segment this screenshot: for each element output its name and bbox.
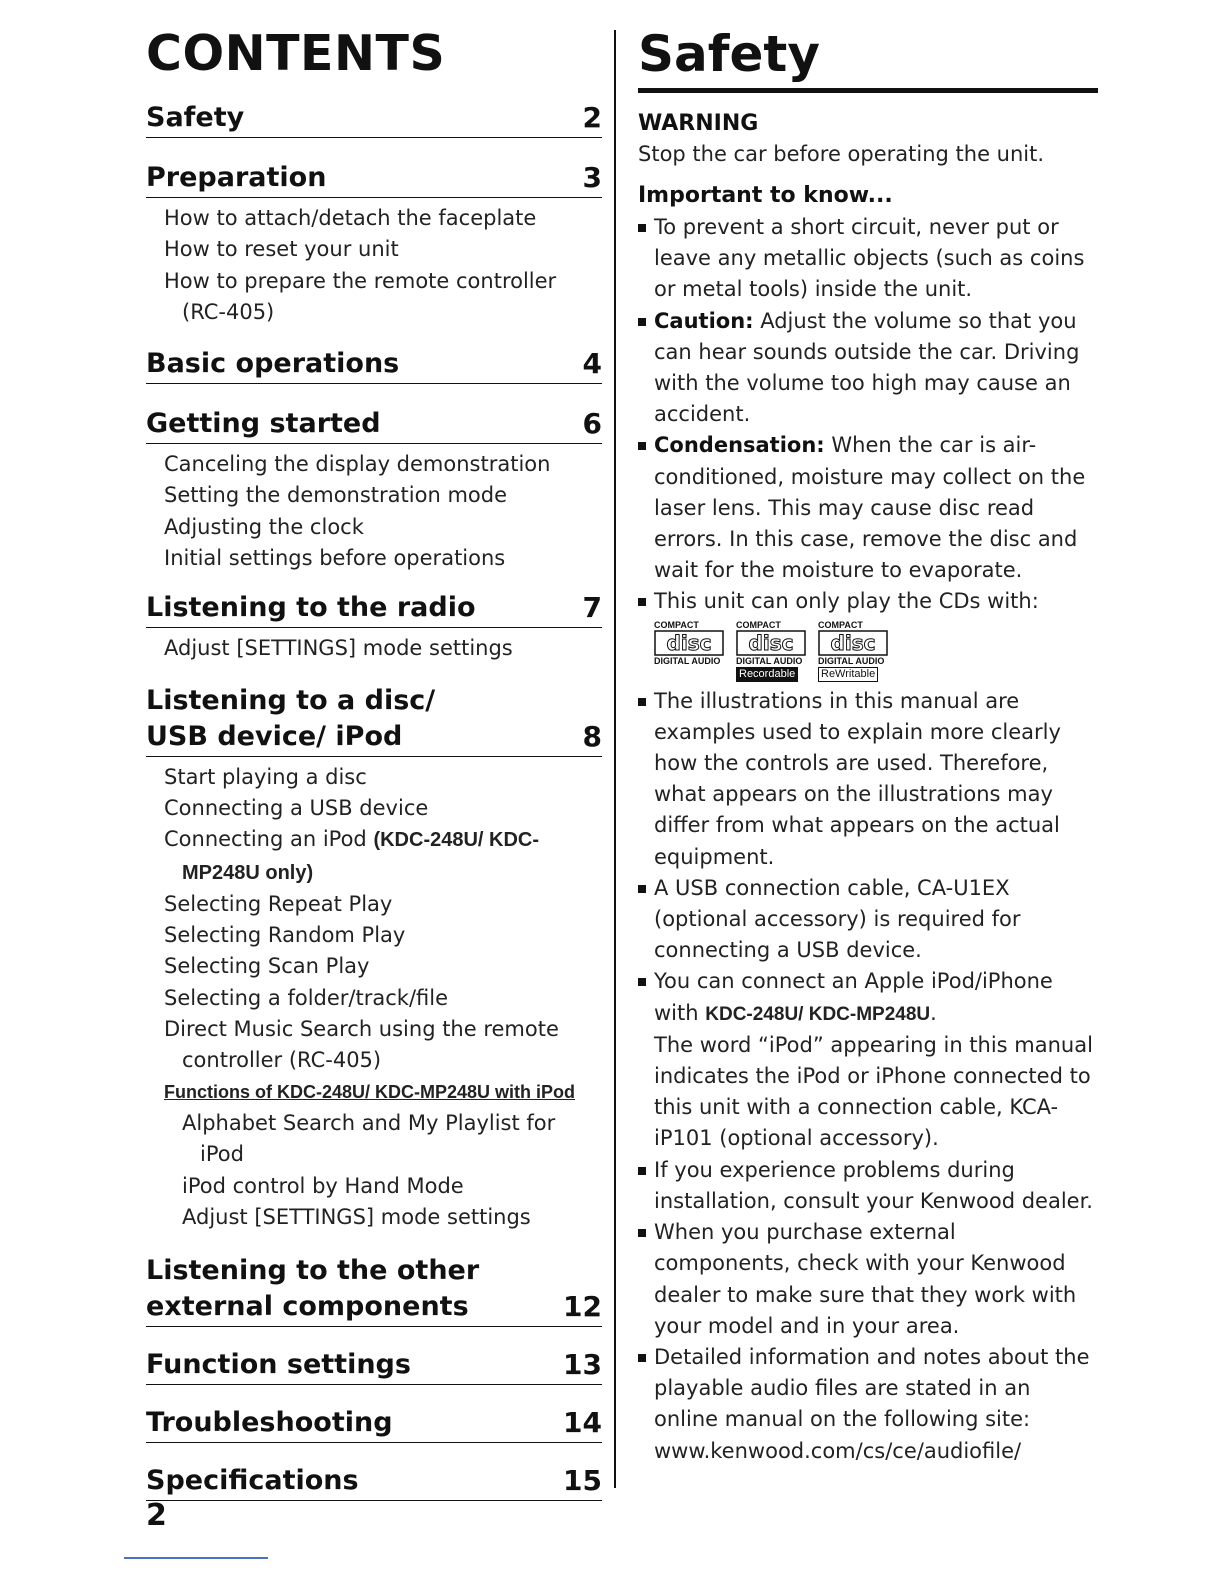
bullet-square-icon <box>638 1229 646 1237</box>
toc-subitem[interactable]: How to attach/detach the faceplate <box>164 206 537 230</box>
toc-subitem[interactable]: Adjust [SETTINGS] mode settings <box>164 636 513 661</box>
condensation-label: Condensation: <box>654 433 825 458</box>
disc-logo-icon <box>654 630 724 656</box>
bullet-text: Detailed information and notes about the playable audio files are stated in an online manual on the following site: www.kenwood.com/cs/ce/audiofile/ <box>654 1344 1090 1463</box>
list-item <box>638 306 1098 431</box>
toc-subitem[interactable]: Selecting Scan Play <box>164 954 370 979</box>
toc-entry-page: 2 <box>582 101 602 134</box>
bullet-square-icon <box>638 1354 646 1362</box>
toc-entry-title: Preparation <box>146 162 327 193</box>
toc-entry[interactable] <box>146 160 602 198</box>
cd-logos <box>638 620 1098 682</box>
toc-section-external <box>146 1253 602 1327</box>
list-item <box>638 1342 1098 1467</box>
bullet-text: You can connect an Apple iPod/iPhone with <box>654 969 1053 1025</box>
cd-logo-bottom: DIGITAL AUDIO <box>654 655 721 666</box>
disc-logo-word: disc <box>666 630 712 655</box>
bullet-square-icon <box>638 885 646 893</box>
caution-label: Caution: <box>654 308 754 333</box>
toc-entry-page: 12 <box>563 1290 602 1324</box>
cd-logo-extra: ReWritable <box>818 667 878 682</box>
toc-subitem[interactable]: Connecting a USB device <box>164 795 429 820</box>
toc-entry-title: Basic operations <box>146 348 400 380</box>
footer-line <box>124 1557 268 1559</box>
warning-label: WARNING <box>638 111 759 136</box>
toc-entry-title: Listening to the other external components <box>146 1255 480 1323</box>
toc-entry-title: Listening to a disc/ USB device/ iPod <box>146 684 436 752</box>
bullet-text: If you experience problems during installation, consult your Kenwood dealer. <box>654 1157 1093 1213</box>
disc-logo-word: disc <box>830 630 876 655</box>
bullet-square-icon <box>638 224 646 232</box>
toc-entry[interactable] <box>146 1463 602 1501</box>
safety-column <box>638 22 1098 1467</box>
toc-entry-page: 14 <box>563 1406 602 1440</box>
toc-subitem[interactable]: How to prepare the remote controller (RC-405) <box>164 268 557 324</box>
toc-subitem[interactable]: Setting the demonstration mode <box>164 483 508 508</box>
caution-text: Adjust the volume so that you can hear sounds outside the car. Driving with the volume too high may cause an accident. <box>654 308 1080 427</box>
toc-section-specifications <box>146 1463 602 1501</box>
toc-subitem-text: Connecting an iPod <box>164 827 367 852</box>
compact-disc-logo <box>654 620 724 682</box>
safety-title: Safety <box>638 22 1098 93</box>
toc-entry[interactable] <box>146 1347 602 1385</box>
toc-entry[interactable] <box>146 1405 602 1443</box>
toc-subitem[interactable]: Adjusting the clock <box>164 514 364 539</box>
toc-subitem[interactable]: Canceling the display demonstration <box>164 452 551 477</box>
compact-disc-recordable-logo <box>736 620 806 682</box>
cd-logo-extra: Recordable <box>736 667 798 682</box>
model-name: KDC-248U/ KDC-MP248U <box>705 1003 931 1025</box>
toc-subitem[interactable]: Direct Music Search using the remote controller (RC-405) <box>164 1017 559 1073</box>
toc-entry-page: 3 <box>582 161 602 194</box>
toc-entry[interactable] <box>146 406 602 444</box>
toc-entry-page: 4 <box>582 347 602 381</box>
list-item <box>638 1155 1098 1217</box>
disc-logo-word: disc <box>748 630 794 655</box>
ipod-word-text: The word “iPod” appearing in this manual indicates the iPod or iPhone connected to this unit with a connection cable, KCA-iP101 (optional accessory). <box>654 1032 1093 1151</box>
toc-entry-title: Safety <box>146 102 245 133</box>
toc-section-function-settings <box>146 1347 602 1385</box>
bullet-square-icon <box>638 442 646 450</box>
list-item <box>638 873 1098 967</box>
functions-heading[interactable]: Functions of KDC-248U/ KDC-MP248U with iPod <box>164 1081 576 1102</box>
page-number: 2 <box>146 1498 167 1533</box>
toc-entry[interactable] <box>146 1253 602 1327</box>
toc-section-preparation <box>146 160 602 328</box>
toc-entry-title: Troubleshooting <box>146 1407 393 1439</box>
toc-subitems <box>146 757 602 1233</box>
toc-entry-page: 13 <box>563 1348 602 1382</box>
compact-disc-rewritable-logo <box>818 620 888 682</box>
bullet-text: To prevent a short circuit, never put or leave any metallic objects (such as coins or metal tools) inside the unit. <box>654 215 1085 302</box>
cd-logo-bottom: DIGITAL AUDIO <box>818 655 885 666</box>
toc-entry-page: 8 <box>582 719 602 753</box>
condensation-text: When the car is air-conditioned, moisture may collect on the laser lens. This may cause disc read errors. In this case, remove the disc and wait for the moisture to evaporate. <box>654 433 1086 583</box>
disc-logo-icon <box>818 630 888 656</box>
list-item <box>638 212 1098 306</box>
toc-section-safety <box>146 100 602 138</box>
toc-entry[interactable] <box>146 100 602 138</box>
toc-section-disc-usb-ipod <box>146 683 602 1233</box>
toc-subitem[interactable]: Selecting a folder/track/file <box>164 985 449 1010</box>
toc-subitems <box>146 628 602 664</box>
cd-logo-bottom: DIGITAL AUDIO <box>736 655 803 666</box>
toc-subitems <box>146 198 602 328</box>
safety-bullets-continued <box>638 686 1098 1467</box>
toc-entry-title: Listening to the radio <box>146 592 476 624</box>
bullet-text-end: . <box>930 1000 937 1025</box>
bullet-square-icon <box>638 698 646 706</box>
bullet-text: The illustrations in this manual are examples used to explain more clearly how the controls are used. Therefore, what appears on the illustrations may differ from what appears on the actual equipment. <box>654 688 1061 869</box>
cd-logo-top: COMPACT <box>736 619 781 630</box>
safety-bullets <box>638 212 1098 618</box>
list-item <box>638 1217 1098 1342</box>
toc-section-basic-operations <box>146 346 602 384</box>
toc-subitem[interactable] <box>164 824 602 889</box>
cd-logo-top: COMPACT <box>818 619 863 630</box>
toc-subitem[interactable]: Selecting Repeat Play <box>164 891 393 916</box>
toc-section-troubleshooting <box>146 1405 602 1443</box>
bullet-text: A USB connection cable, CA-U1EX (optional accessory) is required for connecting a USB device. <box>654 875 1021 963</box>
toc-entry-title: Getting started <box>146 408 381 440</box>
toc-entry-title: Function settings <box>146 1349 411 1381</box>
cd-logo-top: COMPACT <box>654 619 699 630</box>
bullet-square-icon <box>638 978 646 986</box>
toc-subitem[interactable]: How to reset your unit <box>164 237 399 262</box>
toc-entry[interactable] <box>146 346 602 384</box>
toc-subitem[interactable]: Start playing a disc <box>164 764 367 789</box>
toc-entry-title: Specifications <box>146 1465 359 1497</box>
list-item <box>638 430 1098 586</box>
toc-entry-page: 15 <box>563 1464 602 1498</box>
bullet-square-icon <box>638 1167 646 1175</box>
warning-text: Stop the car before operating the unit. <box>638 142 1045 166</box>
toc-subitem[interactable]: Selecting Random Play <box>164 923 406 948</box>
disc-logo-icon <box>736 630 806 656</box>
important-label: Important to know... <box>638 183 893 208</box>
bullet-text: When you purchase external components, check with your Kenwood dealer to make sure that they work with your model and in your area. <box>654 1220 1077 1338</box>
toc-entry[interactable] <box>146 683 602 757</box>
list-item <box>638 686 1098 873</box>
list-item <box>638 966 1098 1154</box>
toc-entry[interactable] <box>146 590 602 628</box>
toc-subitem[interactable]: Alphabet Search and My Playlist for iPod <box>182 1110 556 1167</box>
contents-title: CONTENTS <box>146 25 446 82</box>
column-divider <box>614 30 616 1488</box>
toc-subitem[interactable]: Initial settings before operations <box>164 546 506 571</box>
model-note: (KDC-248U/ KDC-MP248U only) <box>182 829 540 884</box>
toc-section-radio <box>146 590 602 664</box>
cds-text: This unit can only play the CDs with: <box>654 589 1039 614</box>
toc-subitem[interactable]: Adjust [SETTINGS] mode settings <box>182 1204 531 1229</box>
contents-column <box>146 22 602 1501</box>
toc-subitems <box>146 444 602 574</box>
bullet-square-icon <box>638 598 646 606</box>
toc-entry-page: 7 <box>582 591 602 625</box>
toc-section-getting-started <box>146 406 602 574</box>
toc-entry-page: 6 <box>582 407 602 441</box>
bullet-square-icon <box>638 318 646 326</box>
list-item <box>638 586 1098 617</box>
toc-subitem[interactable]: iPod control by Hand Mode <box>182 1173 464 1198</box>
